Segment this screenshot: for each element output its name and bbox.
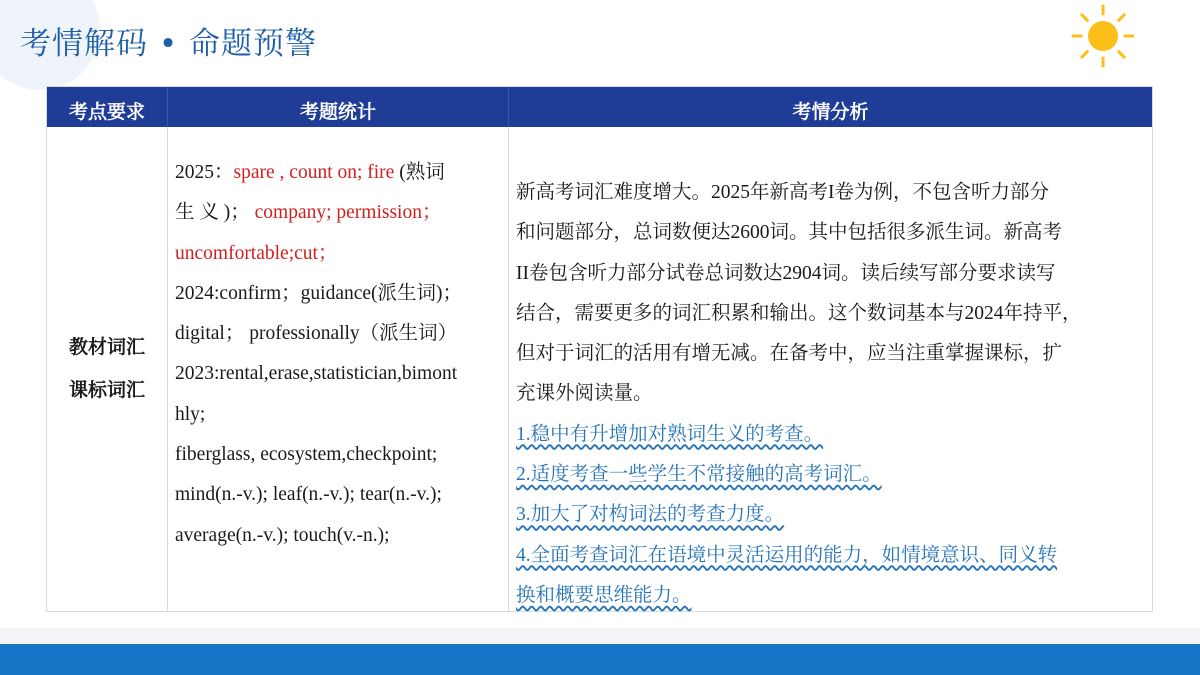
stat-2025-line3: uncomfortable;cut； — [175, 242, 338, 264]
analysis-line: 和问题部分，总词数便达2600词。其中包括很多派生词。新高考 — [516, 222, 1063, 244]
stat-fiberglass: fiberglass, ecosystem,checkpoint; — [175, 444, 438, 466]
analysis-line: 结合，需要更多的词汇积累和输出。这个数词基本与2024年持平， — [516, 302, 1082, 324]
stat-mind: mind(n.-v.); leaf(n.-v.); tear(n.-v.); — [175, 484, 442, 506]
page-title: 考情解码 • 命题预警 — [20, 26, 317, 62]
column-divider — [508, 127, 509, 611]
highlight-words: spare , count on; fire — [233, 162, 395, 183]
footer-bar — [0, 644, 1200, 675]
header-divider — [508, 87, 509, 127]
analysis-point-3: 3.加大了对构词法的考查力度。 — [516, 504, 785, 526]
analysis-line: 新高考词汇难度增大。2025年新高考I卷为例，不包含听力部分 — [516, 182, 1049, 203]
stat-2025-line2: 生 义 )； company; permission； — [175, 202, 442, 224]
requirement-textbook: 教材词汇 — [68, 336, 145, 358]
analysis-line: II卷包含听力部分试卷总词数达2904词。读后续写部分要求读写 — [516, 262, 1056, 284]
analysis-point-4-cont: 换和概要思维能力。 — [516, 584, 692, 606]
column-divider — [167, 127, 168, 611]
stat-2025-line1: 2025：spare , count on; fire (熟词 — [175, 162, 445, 183]
stat-2023-line2: hly; — [175, 403, 206, 425]
stat-2023-line1: 2023:rental,erase,statistician,bimont — [175, 363, 458, 385]
analysis-point-1: 1.稳中有升增加对熟词生义的考查。 — [516, 423, 824, 445]
footer-band — [0, 628, 1200, 644]
requirement-cell — [47, 127, 167, 611]
analysis-cell — [516, 173, 1152, 616]
highlight-words: company; permission； — [254, 202, 442, 224]
analysis-point-4: 4.全面考查词汇在语境中灵活运用的能力，如情境意识、同义转 — [516, 544, 1058, 566]
analysis-table — [46, 86, 1153, 612]
stat-2024-line2: digital； professionally（派生词） — [175, 323, 458, 345]
header-statistics: 考题统计 — [299, 101, 376, 123]
header-requirement: 考点要求 — [68, 101, 145, 123]
analysis-line: 但对于词汇的活用有增无减。在备考中，应当注重掌握课标，扩 — [516, 343, 1063, 365]
sun-icon — [1068, 3, 1134, 69]
header-divider — [167, 87, 168, 127]
stat-average: average(n.-v.); touch(v.-n.); — [175, 524, 390, 546]
stat-2024-line1: 2024:confirm；guidance(派生词)； — [175, 282, 463, 304]
table-header — [47, 87, 1152, 127]
analysis-line: 充课外阅读量。 — [516, 383, 653, 405]
requirement-curriculum: 课标词汇 — [68, 379, 145, 401]
header-analysis: 考情分析 — [792, 101, 869, 123]
statistics-cell — [175, 153, 503, 556]
analysis-point-2: 2.适度考查一些学生不常接触的高考词汇。 — [516, 464, 882, 486]
